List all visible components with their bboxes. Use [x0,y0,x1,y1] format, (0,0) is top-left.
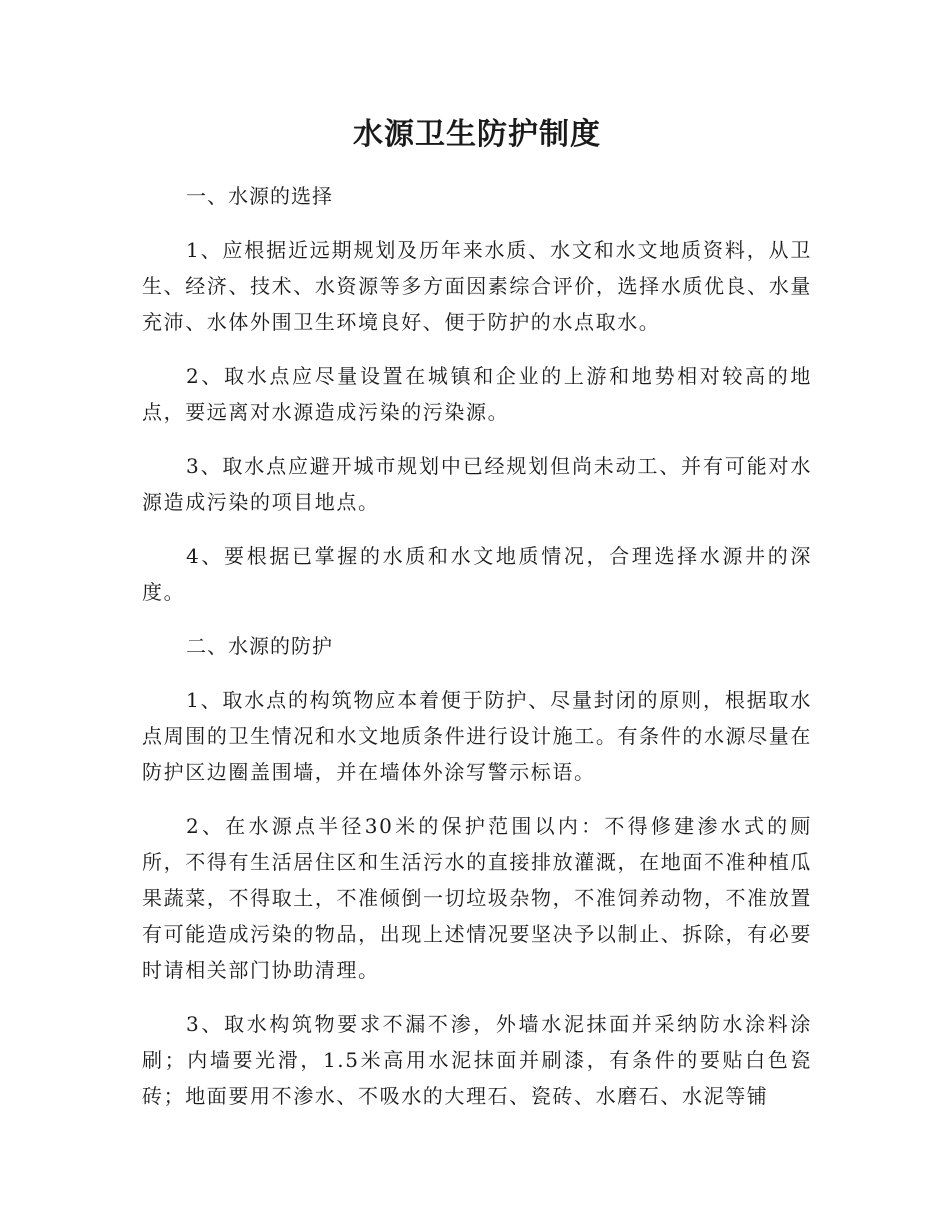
paragraph: 3、取水点应避开城市规划中已经规划但尚未动工、并有可能对水源造成污染的项目地点。 [142,454,812,514]
section-heading-protection: 二、水源的防护 [186,634,333,658]
paragraph: 1、取水点的构筑物应本着便于防护、尽量封闭的原则，根据取水点周围的卫生情况和水文地质条件进行设计施工。有条件的水源尽量在防护区边圈盖围墙，并在墙体外涂写警示标语。 [142,688,812,784]
document-title: 水源卫生防护制度 [353,117,601,152]
paragraph: 4、要根据已掌握的水质和水文地质情况，合理选择水源井的深度。 [142,544,812,604]
paragraph: 2、在水源点半径30米的保护范围以内：不得修建渗水式的厕所，不得有生活居住区和生活污水的直接排放灌溉，在地面不准种植瓜果蔬菜，不得取土，不准倾倒一切垃圾杂物，不准饲养动物，不准放置有可能造成污染的物品，出现上述情况要坚决予以制止、拆除，有必要时请相关部门协助清理。 [142,814,812,982]
section-heading-selection: 一、水源的选择 [186,184,333,208]
paragraph: 3、取水构筑物要求不漏不渗，外墙水泥抹面并采纳防水涂料涂刷；内墙要光滑，1.5米高用水泥抹面并刷漆，有条件的要贴白色瓷砖；地面要用不渗水、不吸水的大理石、瓷砖、水磨石、水泥等铺 [142,1012,812,1108]
paragraph: 2、取水点应尽量设置在城镇和企业的上游和地势相对较高的地点，要远离对水源造成污染的污染源。 [142,364,812,424]
paragraph: 1、应根据近远期规划及历年来水质、水文和水文地质资料，从卫生、经济、技术、水资源等多方面因素综合评价，选择水质优良、水量充沛、水体外围卫生环境良好、便于防护的水点取水。 [142,238,812,334]
